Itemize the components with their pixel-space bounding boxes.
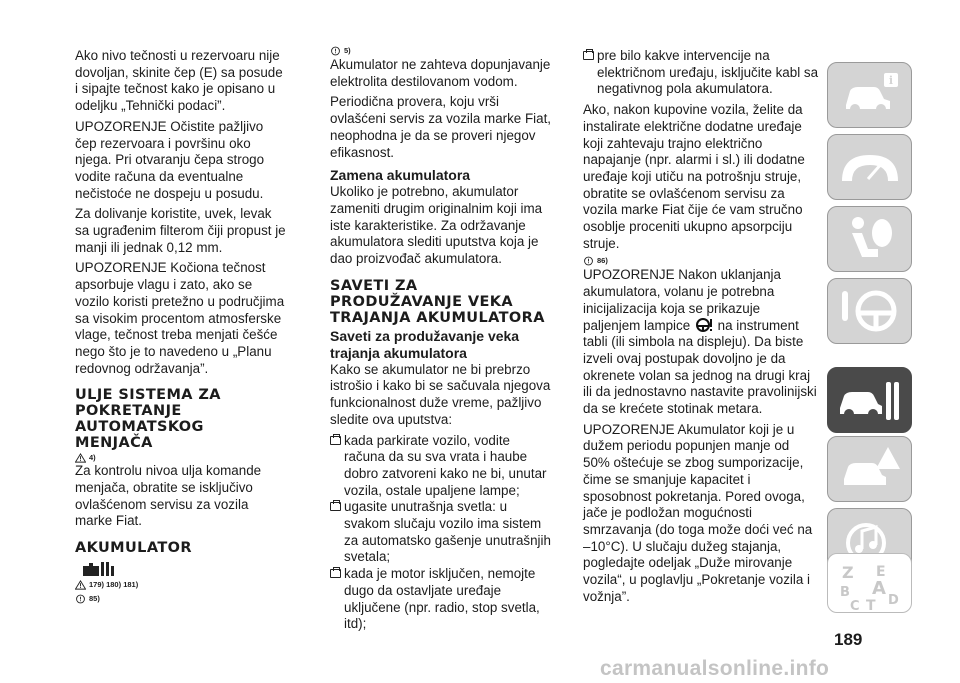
warning-reference: [330, 46, 552, 56]
bullet-icon: [330, 436, 341, 445]
warning-circle-icon: [330, 46, 341, 56]
svg-text:i: i: [888, 74, 894, 87]
index-letter: D: [888, 593, 899, 608]
subheading: Saveti za produžavanje veka trajanja akumulatora: [330, 327, 520, 361]
page-number: 189: [834, 630, 863, 649]
index-letter: T: [866, 598, 876, 612]
airbag-icon: [838, 213, 902, 265]
index-letter: E: [876, 564, 886, 580]
section-heading: ULJE SISTEMA ZA POKRETANJE AUTOMATSKOG MENJAČA: [75, 387, 221, 452]
section-heading: AKUMULATOR: [75, 540, 192, 557]
tab-emergency[interactable]: [827, 436, 912, 502]
warning-ref-text: 179) 180) 181): [89, 580, 139, 590]
warning-reference: [75, 453, 287, 463]
list-item: [330, 566, 552, 633]
list-item-text: pre bilo kakve intervencije na električnom uređaju, isključite kabl sa negativnog pola akumulatora.: [597, 48, 819, 97]
paragraph-part: UPOZORENJE Nakon uklanjanja akumulatora, volanu je potrebna inicijalizacija koja se prikazuje paljenjem lampice: [583, 267, 781, 333]
section-heading: SAVETI ZA PRODUŽAVANJE VEKA TRAJANJA AKUMULATORA: [330, 277, 545, 326]
tab-index[interactable]: [827, 553, 912, 613]
column-1: [75, 48, 287, 604]
paragraph: UPOZORENJE Kočiona tečnost apsorbuje vlagu i zato, ako se vozilo koristi pretežno u područjima sa visokim procentom atmosferske vlage, tečnost treba menjati češće nego što je to navedeno u „Planu redovnog održavanja”.: [75, 260, 285, 376]
car-info-icon: [838, 69, 902, 121]
warning-ref-text: 4): [89, 453, 96, 463]
bullet-icon: [330, 569, 341, 578]
paragraph: Akumulator ne zahteva dopunjavanje elektrolita destilovanom vodom.: [330, 57, 551, 89]
paragraph: Periodična provera, koju vrši ovlašćeni servis za vozila marke Fiat, neophodna je da se proveri njegov efikasnost.: [330, 94, 552, 160]
list-item-text: kada je motor isključen, nemojte dugo da ostavljate uređaje uključene (npr. radio, stop svetla, itd);: [344, 566, 540, 632]
warning-car-icon: [838, 443, 902, 495]
warning-reference: [583, 256, 819, 266]
tab-dashboard[interactable]: [827, 134, 912, 200]
index-letter: B: [840, 585, 850, 600]
subheading: Zamena akumulatora: [330, 167, 471, 184]
warning-triangle-icon: [75, 453, 86, 463]
paragraph: [583, 267, 819, 417]
paragraph: Za dolivanje koristite, uvek, levak sa ugrađenim filterom čiji propust je manji ili jednak 0,12 mm.: [75, 206, 286, 255]
warning-circle-icon: [75, 594, 86, 604]
column-3: [583, 48, 819, 610]
index-letters-icon: [838, 560, 902, 612]
paragraph: Za kontrolu nivoa ulja komande menjača, obratite se isključivo ovlašćenom servisu za vozila marke Fiat.: [75, 463, 262, 529]
warning-reference: [75, 580, 287, 590]
warning-triangle-icon: [75, 580, 86, 590]
tab-starting[interactable]: [827, 278, 912, 344]
paragraph: Ako, nakon kupovine vozila, želite da instalirate električne dodatne uređaje koji zahtevaju trajno električno napajanje (npr. alarmi i sl.) ili dodatne uređaje koji utiču na potrošnju struje, obratite se ovlašćenom servisu za vozila marke Fiat čije će vam stručno osoblje proceniti ukupno apsorpciju struje.: [583, 102, 805, 251]
bullet-icon: [330, 502, 341, 511]
warning-ref-text: 85): [89, 594, 100, 604]
paragraph: Kako se akumulator ne bi prebrzo istrošio i kako bi se sačuvala njegova funkcionalnost duže vreme, pažljivo sledite ova uputstva:: [330, 361, 551, 427]
car-wrench-icon: [838, 374, 902, 426]
tab-maintenance[interactable]: [827, 367, 912, 433]
battery-oil-icon: [81, 560, 115, 578]
list-item-text: ugasite unutrašnja svetla: u svakom slučaju vozilo ima sistem za automatsko gašenje unutrašnjih svetala;: [344, 499, 551, 565]
tab-car-info[interactable]: [827, 62, 912, 128]
paragraph: UPOZORENJE Akumulator koji je u dužem periodu popunjen manje od 50% oštećuje se zbog sumporizacije, čime se smanjuje kapacitet i sposobnost pokretanja. Pored ovoga, jače je podložan mogućnosti smrzavanja (do toga može doći već na –10°C). U slučaju dužeg stajanja, pogledajte odeljak „Duže mirovanje vozila“, u poglavlju „Pokretanje vozila i vožnja”.: [583, 421, 813, 604]
tab-safety[interactable]: [827, 206, 912, 272]
warning-ref-text: 86): [597, 256, 608, 266]
steering-warning-icon: [694, 318, 714, 332]
warning-ref-text: 5): [344, 46, 351, 55]
dashboard-icon: [838, 141, 902, 193]
steering-icon: [838, 285, 902, 337]
index-letter: C: [850, 599, 860, 612]
column-2: [330, 46, 552, 633]
paragraph: Ukoliko je potrebno, akumulator zameniti drugim originalnim koji ima iste karakteristike. Za održavanje akumulatora slediti uputstva koja je dao proizvođač akumulatora.: [330, 184, 543, 267]
paragraph: Ako nivo tečnosti u rezervoaru nije dovoljan, skinite čep (E) sa posude i sipajte tečnost kako je opisano u odeljku „Tehnički podaci”.: [75, 48, 283, 114]
warning-reference: [75, 594, 287, 604]
list-item: [583, 48, 819, 98]
bullet-icon: [583, 51, 594, 60]
index-letter: A: [872, 578, 886, 599]
list-item-text: kada parkirate vozilo, vodite računa da su sva vrata i haube dobro zatvoreni kako ne bi, unutar vozila, ostale upaljene lampe;: [344, 432, 547, 498]
warning-circle-icon: [583, 256, 594, 266]
paragraph: UPOZORENJE Očistite pažljivo čep rezervoara i površinu oko njega. Pri otvaranju čepa strogo vodite računa da eventualne nečistoće ne dospeju u posudu.: [75, 118, 265, 201]
list-item: [330, 433, 552, 500]
paragraph-part: na instrument tabli (ili simbola na displeju). Da biste izveli ovaj postupak dovoljno je da okrenete volan sa jednog na drugi kraj ili da jednostavno nastavite pravolinijski da se krećete stotinak metara.: [583, 317, 817, 417]
watermark: carmanualsonline.info: [600, 657, 830, 680]
list-item: [330, 499, 552, 566]
index-letter: Z: [842, 563, 854, 582]
